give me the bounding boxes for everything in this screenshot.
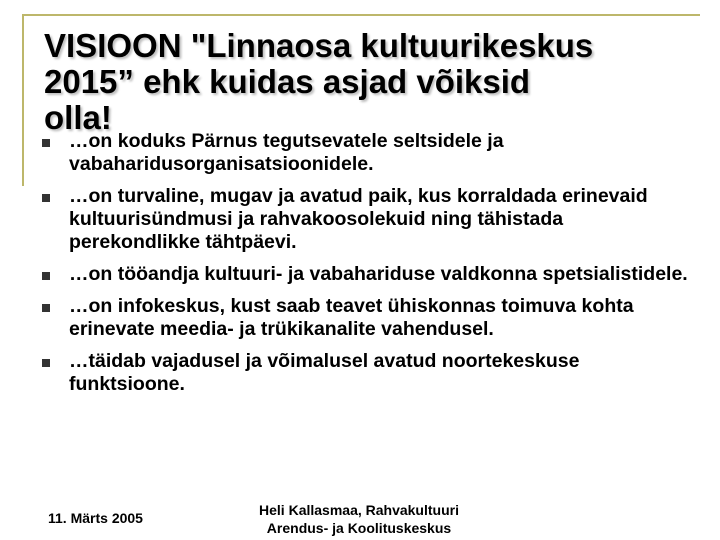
slide-title — [44, 28, 704, 136]
square-bullet-icon — [42, 304, 50, 312]
bullet-item — [38, 350, 698, 396]
title-line: 2015” ehk kuidas asjad võiksid — [44, 63, 531, 100]
square-bullet-icon — [42, 359, 50, 367]
footer-author-line: Heli Kallasmaa, Rahvakultuuri — [259, 502, 459, 518]
footer-author — [250, 501, 468, 537]
title-line: olla! — [44, 99, 112, 136]
bullet-list — [38, 130, 698, 405]
slide-frame-horizontal — [22, 14, 700, 16]
bullet-item — [38, 263, 698, 286]
bullet-text: …on turvaline, mugav ja avatud paik, kus korraldada erinevaid kultuurisündmusi ja rahvakoosolekuid ning tähistada perekondlikke tähtpäevi. — [69, 185, 648, 253]
footer-date: 11. Märts 2005 — [48, 510, 143, 526]
bullet-item — [38, 185, 698, 254]
bullet-text: …täidab vajadusel ja võimalusel avatud noortekeskuse funktsioone. — [69, 350, 580, 395]
footer-author-line: Arendus- ja Koolituskeskus — [266, 520, 452, 536]
bullet-item — [38, 130, 698, 176]
square-bullet-icon — [42, 272, 50, 280]
title-line: VISIOON "Linnaosa kultuurikeskus — [44, 27, 594, 64]
bullet-text: …on koduks Pärnus tegutsevatele seltsidele ja vabaharidusorganisatsioonidele. — [69, 130, 504, 175]
square-bullet-icon — [42, 194, 50, 202]
slide-frame-vertical — [22, 14, 24, 186]
bullet-text: …on infokeskus, kust saab teavet ühiskonnas toimuva kohta erinevate meedia- ja trükikanalite vahendusel. — [69, 295, 634, 340]
square-bullet-icon — [42, 139, 50, 147]
bullet-item — [38, 295, 698, 341]
bullet-text: …on tööandja kultuuri- ja vabahariduse valdkonna spetsialistidele. — [69, 263, 688, 285]
